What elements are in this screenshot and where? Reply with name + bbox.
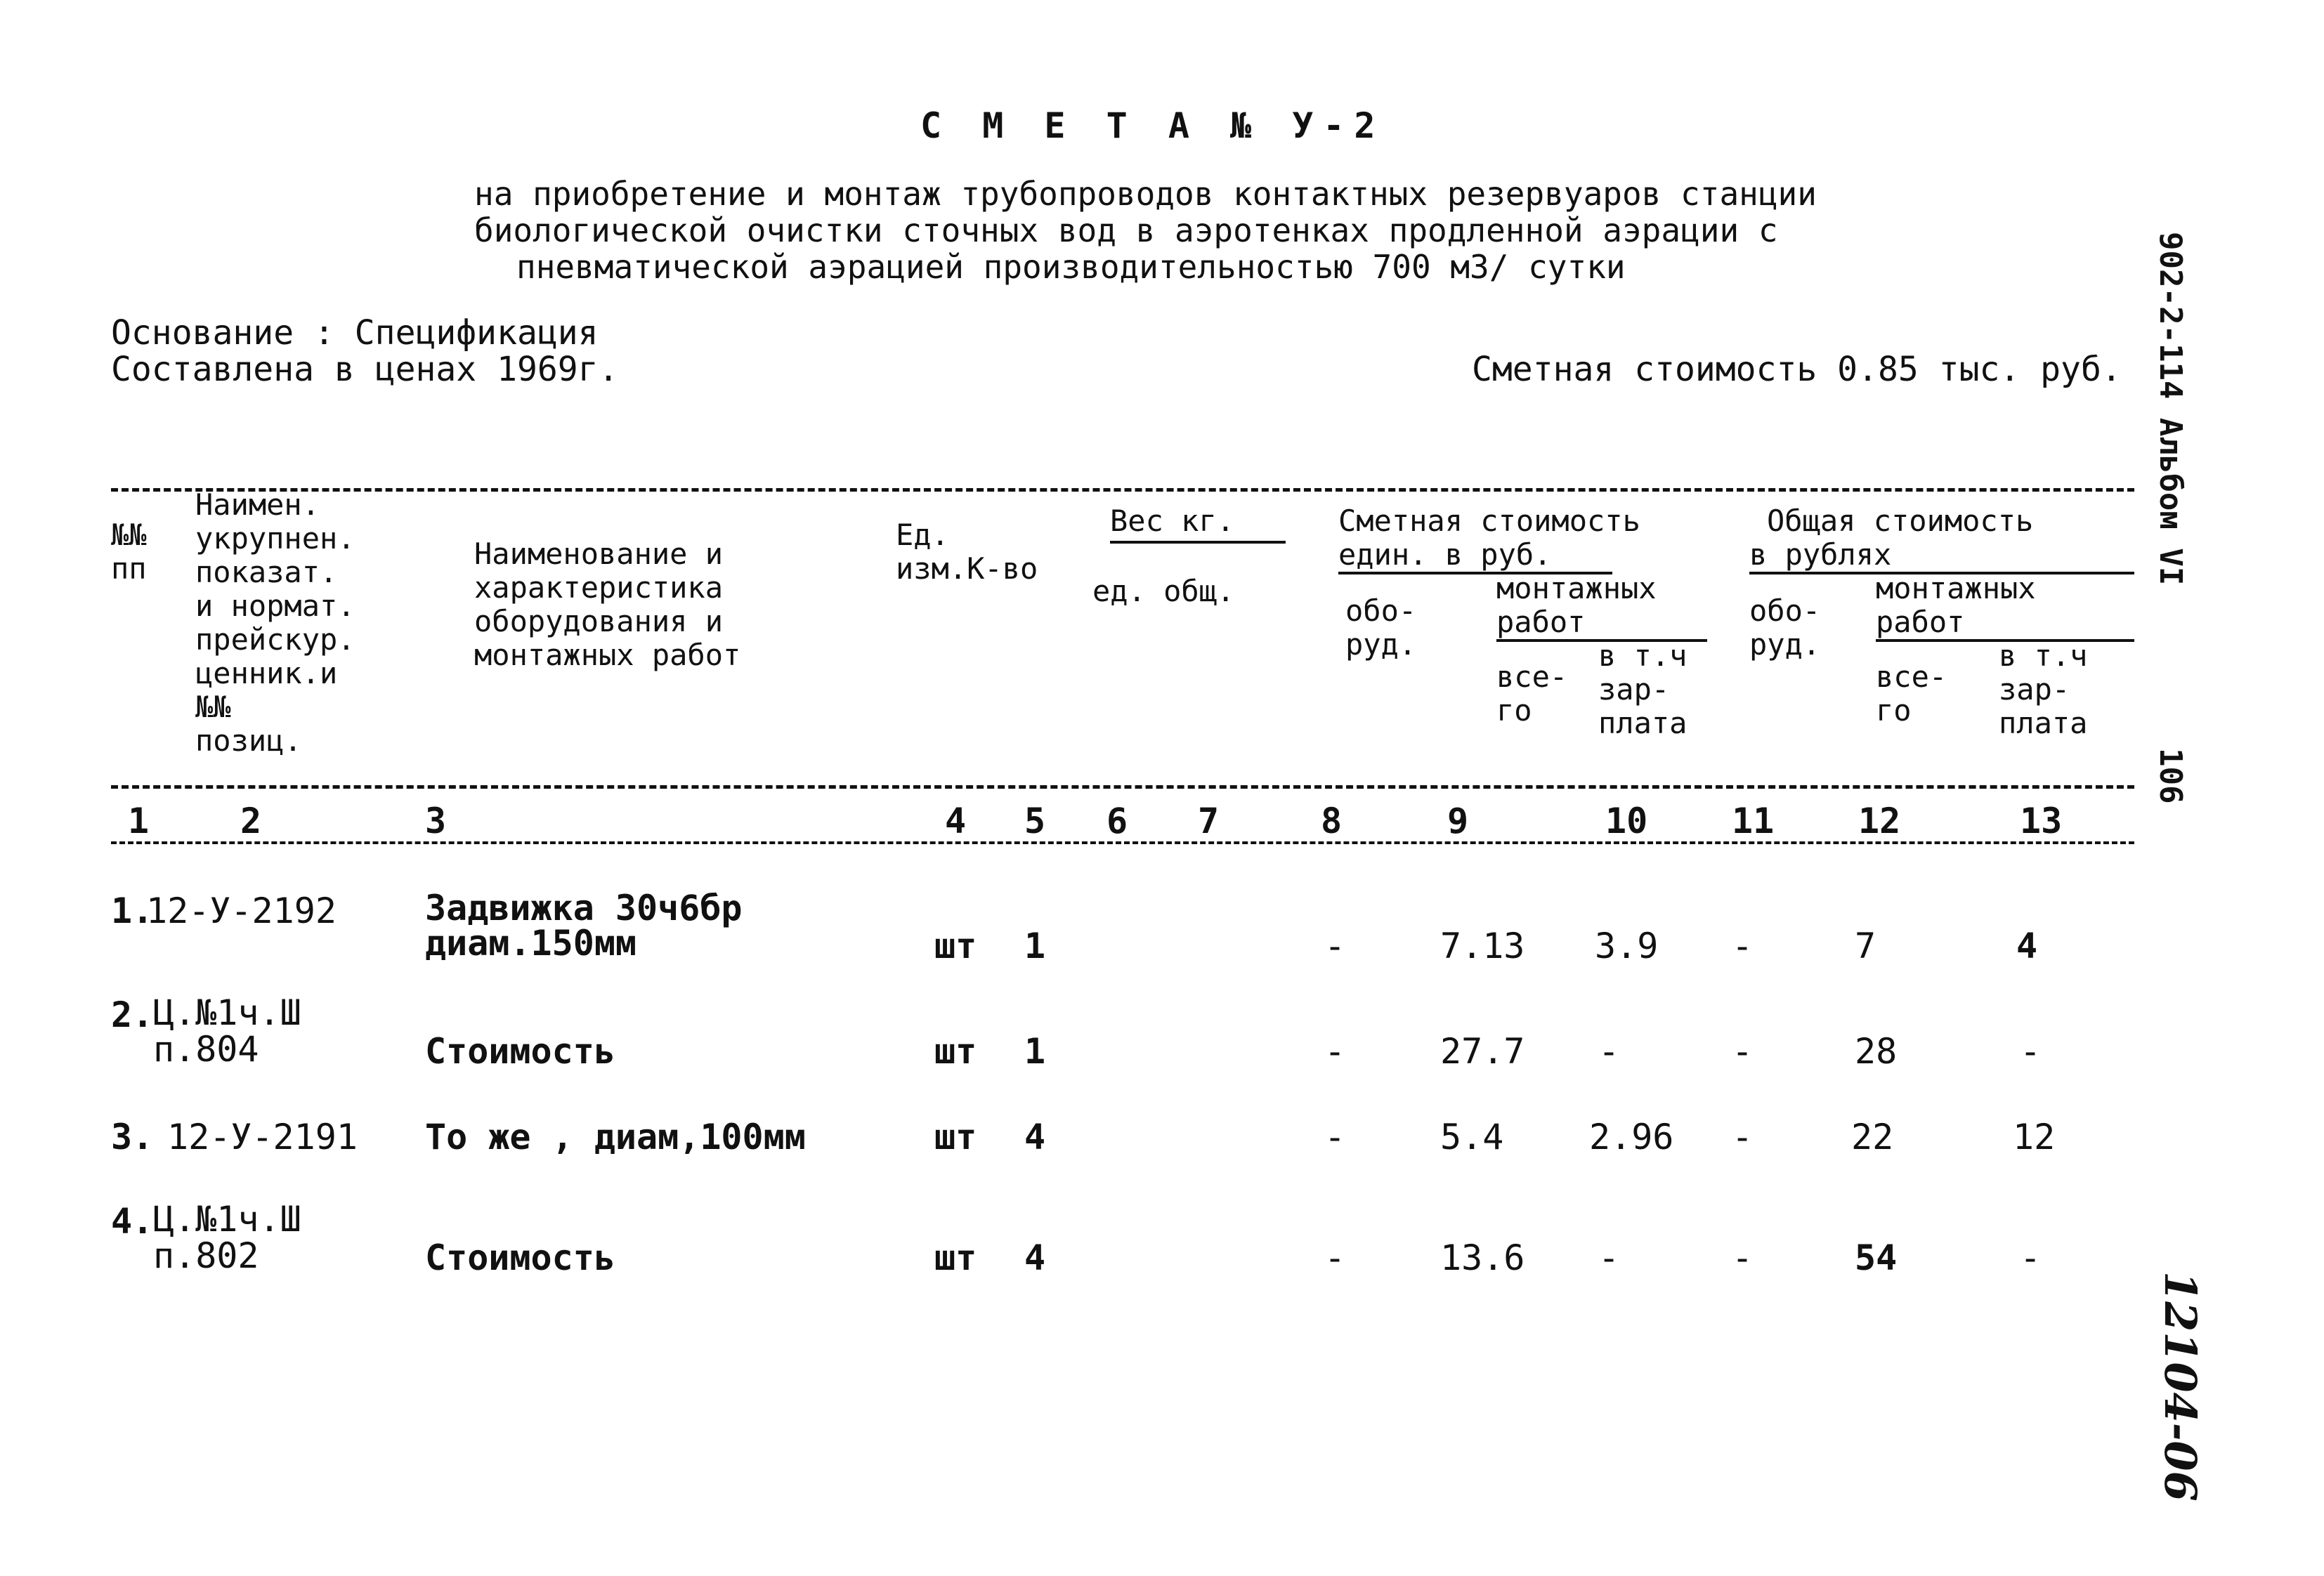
row-mount-total: 7 bbox=[1855, 926, 1876, 966]
row-number: 4. bbox=[111, 1201, 154, 1242]
row-equip-unit: - bbox=[1324, 1031, 1346, 1072]
row-number: 2. bbox=[111, 994, 154, 1035]
col-number-7: 7 bbox=[1198, 801, 1220, 841]
header-total-mount: монтажных работ bbox=[1876, 571, 2036, 639]
row-wage-total: 4 bbox=[2016, 926, 2038, 966]
header-unit-cost-sub: един. в руб. bbox=[1338, 537, 1552, 572]
header-unit-all: все- го bbox=[1496, 659, 1568, 728]
prices-text: Составлена в ценах 1969г. bbox=[111, 350, 619, 389]
row-equip-unit: - bbox=[1324, 926, 1346, 966]
weight-underline bbox=[1110, 541, 1286, 544]
handwritten-code: 12104-06 bbox=[2155, 1271, 2206, 1502]
header-unit-mount: монтажных работ bbox=[1496, 571, 1657, 639]
row-mount-unit: 27.7 bbox=[1440, 1031, 1525, 1072]
row-unit: шт bbox=[934, 926, 977, 966]
row-name: То же , диам,100мм bbox=[425, 1117, 806, 1157]
row-name: Стоимость bbox=[425, 1237, 615, 1278]
col-number-3: 3 bbox=[425, 801, 447, 841]
row-unit: шт bbox=[934, 1117, 977, 1157]
row-qty: 1 bbox=[1024, 1031, 1046, 1072]
col-number-9: 9 bbox=[1447, 801, 1469, 841]
header-col-unit: Ед. изм.К-во bbox=[896, 518, 1038, 586]
col-number-4: 4 bbox=[945, 801, 967, 841]
col-number-6: 6 bbox=[1106, 801, 1128, 841]
row-equip-total: - bbox=[1732, 1237, 1754, 1278]
subtitle-line-1: на приобретение и монтаж трубопроводов контактных резервуаров станции bbox=[474, 175, 1817, 213]
row-code: 12-У-2192 bbox=[146, 891, 337, 931]
basis-text: Основание : Спецификация bbox=[111, 313, 599, 353]
row-mount-unit: 13.6 bbox=[1440, 1237, 1525, 1278]
row-wage-unit: 3.9 bbox=[1595, 926, 1659, 966]
row-equip-unit: - bbox=[1324, 1237, 1346, 1278]
row-wage-unit: - bbox=[1598, 1031, 1620, 1072]
row-name: Стоимость bbox=[425, 1031, 615, 1072]
header-weight-sub: ед. общ. bbox=[1092, 574, 1235, 608]
header-unit-cost: Сметная стоимость bbox=[1338, 504, 1640, 538]
row-unit: шт bbox=[934, 1031, 977, 1072]
row-mount-total: 22 bbox=[1851, 1117, 1894, 1157]
header-col-code: Наимен. укрупнен. показат. и нормат. прейскур. ценник.и №№ позиц. bbox=[195, 487, 355, 758]
row-number: 3. bbox=[111, 1117, 154, 1157]
header-total-equip: обо- руд. bbox=[1749, 593, 1821, 662]
header-unit-equip: обо- руд. bbox=[1345, 593, 1417, 662]
col-number-2: 2 bbox=[240, 801, 262, 841]
page-number: 106 bbox=[2153, 748, 2188, 804]
header-weight: Вес кг. bbox=[1110, 504, 1235, 538]
row-qty: 1 bbox=[1024, 926, 1046, 966]
col-number-12: 12 bbox=[1858, 801, 1901, 841]
column-number-rule bbox=[111, 841, 2134, 844]
table-top-rule bbox=[111, 488, 2134, 492]
row-wage-total: - bbox=[2020, 1031, 2042, 1072]
header-total-cost-sub: в рублях bbox=[1749, 537, 1892, 572]
subtitle-line-3: пневматической аэрацией производительностью 700 м3/ сутки bbox=[516, 248, 1626, 286]
row-mount-total: 54 bbox=[1855, 1237, 1898, 1278]
subtitle-line-2: биологической очистки сточных вод в аэротенках продленной аэрации с bbox=[474, 211, 1778, 249]
row-equip-total: - bbox=[1732, 1117, 1754, 1157]
row-wage-total: - bbox=[2020, 1237, 2042, 1278]
col-number-5: 5 bbox=[1024, 801, 1046, 841]
row-code: 12-У-2191 bbox=[167, 1117, 358, 1157]
row-equip-total: - bbox=[1732, 926, 1754, 966]
header-col-number: №№ пп bbox=[111, 518, 147, 586]
col-number-10: 10 bbox=[1605, 801, 1648, 841]
row-number: 1. bbox=[111, 891, 154, 931]
row-code: Ц.№1ч.Ш п.802 bbox=[153, 1199, 301, 1276]
col-number-11: 11 bbox=[1732, 801, 1775, 841]
row-qty: 4 bbox=[1024, 1117, 1046, 1157]
col-number-8: 8 bbox=[1321, 801, 1343, 841]
row-qty: 4 bbox=[1024, 1237, 1046, 1278]
estimated-cost: Сметная стоимость 0.85 тыс. руб. bbox=[1472, 350, 2122, 389]
document-title: С М Е Т А № У-2 bbox=[920, 105, 1385, 146]
row-mount-total: 28 bbox=[1855, 1031, 1898, 1072]
row-code: Ц.№1ч.Ш п.804 bbox=[153, 992, 301, 1070]
row-unit: шт bbox=[934, 1237, 977, 1278]
header-bottom-rule bbox=[111, 785, 2134, 789]
row-name: Задвижка 30ч6бр диам.150мм bbox=[425, 888, 743, 964]
row-mount-unit: 5.4 bbox=[1440, 1117, 1504, 1157]
col-number-13: 13 bbox=[2020, 801, 2063, 841]
header-total-all: все- го bbox=[1876, 659, 1947, 728]
row-equip-total: - bbox=[1732, 1031, 1754, 1072]
album-label: 902-2-114 Альбом VI bbox=[2153, 232, 2188, 586]
row-wage-unit: - bbox=[1598, 1237, 1620, 1278]
header-total-cost: Общая стоимость bbox=[1767, 504, 2034, 538]
row-wage-unit: 2.96 bbox=[1589, 1117, 1674, 1157]
header-total-wage: в т.ч зар- плата bbox=[1999, 638, 2088, 740]
row-equip-unit: - bbox=[1324, 1117, 1346, 1157]
header-col-name: Наименование и характеристика оборудования и монтажных работ bbox=[474, 537, 741, 672]
row-mount-unit: 7.13 bbox=[1440, 926, 1525, 966]
header-unit-wage: в т.ч зар- плата bbox=[1598, 638, 1687, 740]
row-wage-total: 12 bbox=[2013, 1117, 2056, 1157]
col-number-1: 1 bbox=[128, 801, 150, 841]
